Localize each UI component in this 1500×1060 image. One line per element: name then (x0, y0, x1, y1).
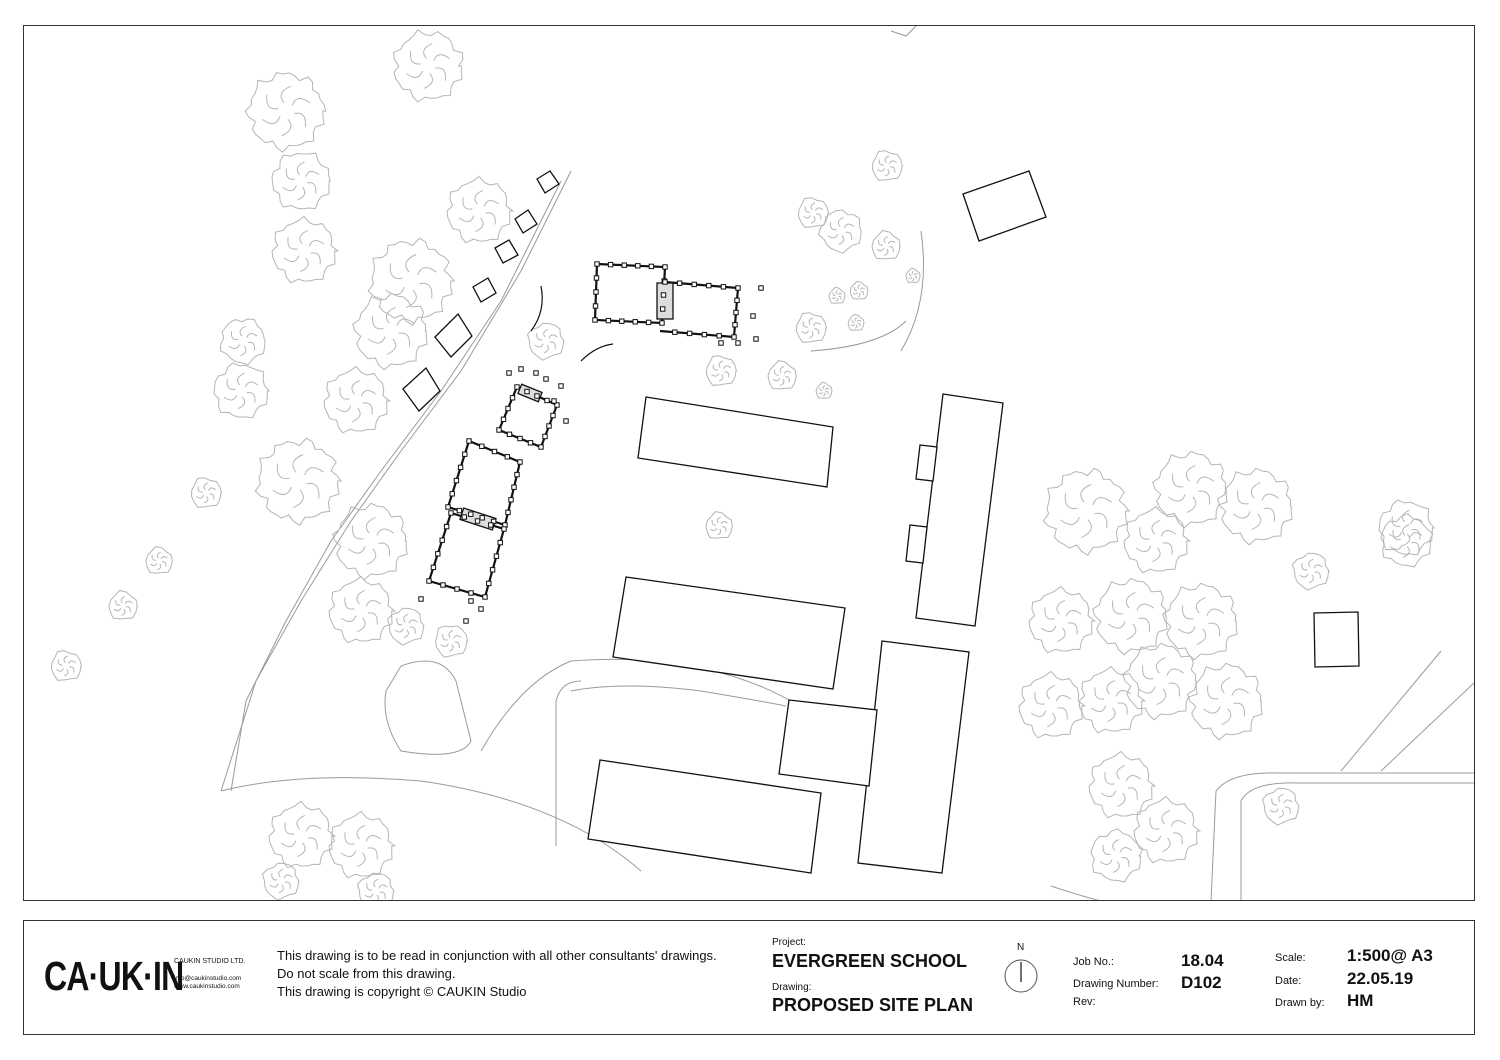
footpath (901, 231, 924, 351)
tree-canopy (906, 268, 920, 282)
shed (515, 210, 537, 233)
drawing-title: PROPOSED SITE PLAN (772, 995, 974, 1015)
tree-canopy (1188, 663, 1263, 740)
pavilion-post (501, 417, 505, 421)
pavilion-post (446, 505, 450, 509)
pavilion-post (620, 319, 624, 323)
pavilion-post (733, 323, 737, 327)
tree-canopy (447, 176, 513, 242)
tree-canopy (146, 547, 172, 574)
pavilion-post (595, 262, 599, 266)
studio-name: CAUKIN STUDIO LTD. (174, 958, 246, 965)
pavilion-post (492, 449, 496, 453)
pavilion-post (515, 472, 519, 476)
tree-canopy (436, 626, 468, 657)
pavilion-post (559, 384, 563, 388)
footpath (1051, 886, 1101, 901)
pavilion-post (551, 413, 555, 417)
tree-canopy (272, 216, 338, 282)
pavilion-post (505, 455, 509, 459)
pavilion-post (732, 335, 736, 339)
shed (435, 314, 472, 357)
pavilion-post (687, 331, 691, 335)
tree-canopy (272, 153, 330, 209)
pavilion-post (469, 599, 473, 603)
building-northeast (963, 171, 1046, 241)
tree-canopy (329, 576, 395, 642)
footpath (221, 778, 641, 871)
pavilion-post (479, 607, 483, 611)
project-label: Project: (772, 937, 806, 948)
pavilion-post (507, 371, 511, 375)
pavilion-post (440, 538, 444, 542)
tree-canopy (1218, 468, 1293, 545)
pavilion-post (735, 298, 739, 302)
building-block-north (638, 397, 833, 487)
pavilion-post (719, 341, 723, 345)
drawn-by-label: Drawn by: (1275, 997, 1325, 1009)
pavilion-post (506, 406, 510, 410)
pavilion-post (663, 265, 667, 269)
pavilion-post (449, 511, 453, 515)
shed (537, 171, 559, 193)
tree-canopy (1163, 583, 1238, 660)
pavilion-post (543, 434, 547, 438)
footpath (556, 681, 581, 846)
title-block (23, 920, 1475, 1035)
tree-canopy (109, 591, 137, 619)
shed (495, 240, 518, 263)
pavilion-post (458, 465, 462, 469)
tree-canopy (1134, 796, 1200, 862)
pavilion-post (497, 428, 501, 432)
tree-canopy (394, 30, 463, 102)
curved-bench (531, 286, 542, 331)
tree-canopy (768, 361, 796, 389)
footpath (385, 661, 471, 754)
tree-canopy (329, 811, 395, 877)
pavilion-post (692, 282, 696, 286)
pavilion-post (483, 595, 487, 599)
pavilion-post (736, 286, 740, 290)
pavilion-post (457, 508, 461, 512)
pavilion-post (608, 262, 612, 266)
building-block-southeast (858, 641, 969, 873)
pavilion-post (646, 320, 650, 324)
tree-canopy (1093, 578, 1168, 655)
tree-canopy (269, 801, 335, 867)
pavilion-post (480, 516, 484, 520)
pavilion-post (636, 264, 640, 268)
pavilion-post (455, 587, 459, 591)
pavilion-post (450, 492, 454, 496)
pavilion-core (657, 283, 673, 319)
job-no-label: Job No.: (1073, 956, 1114, 968)
drawing-number-value: D102 (1181, 973, 1222, 992)
drawn-by-value: HM (1347, 991, 1374, 1010)
pavilion-post (539, 445, 543, 449)
tree-canopy (799, 198, 829, 228)
building-link (779, 700, 877, 786)
pavilion-post (663, 280, 667, 284)
tree-canopy (872, 231, 900, 259)
scale-label: Scale: (1275, 952, 1306, 964)
tree-canopy (1381, 514, 1433, 567)
pavilion-post (661, 293, 665, 297)
pavilion-post (545, 398, 549, 402)
studio-website: www.caukinstudio.com (174, 983, 240, 990)
tree-canopy (1263, 788, 1300, 825)
pavilion-post (518, 460, 522, 464)
pavilion-post (469, 512, 473, 516)
drawing-number-label: Drawing Number: (1073, 978, 1159, 990)
pavilion-post (502, 527, 506, 531)
pavilion-post (441, 583, 445, 587)
pavilion-post (512, 485, 516, 489)
pavilion-post (534, 371, 538, 375)
pavilion-post (525, 389, 529, 393)
pavilion-post (454, 478, 458, 482)
drawing-note: This drawing is to be read in conjunction with all other consultants' drawings. (277, 948, 717, 963)
pavilion-post (444, 524, 448, 528)
date-value: 22.05.19 (1347, 969, 1414, 988)
footpath (1381, 681, 1475, 771)
drawing-label: Drawing: (772, 982, 812, 993)
pavilion-post (535, 394, 539, 398)
pavilion-post (519, 367, 523, 371)
pavilion-post (622, 263, 626, 267)
tree-canopy (192, 478, 222, 508)
tree-canopy (1089, 751, 1155, 817)
pavilion-post (464, 619, 468, 623)
pavilion-post (721, 285, 725, 289)
pavilion-post (506, 510, 510, 514)
tree-canopy (707, 356, 737, 386)
tree-canopy (388, 608, 425, 645)
shed (473, 278, 496, 302)
pavilion-post (475, 519, 479, 523)
footpath (1241, 783, 1475, 901)
footpath (571, 686, 786, 706)
tree-canopy (797, 313, 827, 343)
tree-canopy (848, 314, 864, 330)
pavilion-post (564, 419, 568, 423)
footpath (1211, 773, 1475, 901)
tree-canopy (1079, 666, 1145, 732)
pavilion-post (677, 281, 681, 285)
footpath (891, 26, 916, 36)
tree-canopy (1293, 553, 1330, 590)
pavilion-post (462, 515, 466, 519)
tree-canopy (1029, 586, 1095, 652)
building-block-middle (613, 577, 845, 689)
tree-canopy (819, 210, 862, 253)
tree-canopy (245, 73, 326, 153)
scale-value: 1:500@ A3 (1347, 946, 1433, 965)
pavilion-post (593, 304, 597, 308)
pavilion-post (606, 318, 610, 322)
pavilion-post (547, 424, 551, 428)
site-plan-svg (24, 26, 1475, 901)
north-arrow-icon (1003, 958, 1039, 994)
pavilion-post (528, 441, 532, 445)
pavilion-post (480, 444, 484, 448)
building-east-small (1314, 612, 1359, 667)
tree-canopy (816, 382, 832, 398)
drawing-note: This drawing is copyright © CAUKIN Studio (277, 984, 527, 999)
building-block-east (916, 394, 1003, 626)
tree-canopy (829, 287, 845, 303)
pavilion-core (518, 384, 542, 402)
pavilion-post (436, 552, 440, 556)
pavilion-post (515, 385, 519, 389)
building-annex (916, 445, 937, 481)
tree-canopy (1153, 451, 1228, 528)
pavilion-post (467, 439, 471, 443)
pavilion-post (702, 332, 706, 336)
tree-canopy (358, 873, 395, 901)
pavilion-post (510, 396, 514, 400)
tree-canopy (333, 503, 408, 580)
tree-canopy (368, 238, 454, 325)
tree-canopy (1124, 506, 1190, 572)
site-plan-drawing (23, 25, 1475, 901)
pavilion-post (736, 341, 740, 345)
pavilion-post (419, 597, 423, 601)
studio-email: info@caukinstudio.com (174, 975, 242, 982)
tree-canopy (220, 319, 265, 365)
north-label: N (1017, 942, 1025, 953)
pavilion-post (489, 523, 493, 527)
drawing-note: Do not scale from this drawing. (277, 966, 456, 981)
tree-canopy (706, 512, 732, 538)
pavilion-post (431, 565, 435, 569)
pavilion-post (660, 321, 664, 325)
pavilion-post (509, 498, 513, 502)
pavilion-post (552, 399, 556, 403)
tree-canopy (1123, 643, 1198, 720)
pavilion-post (717, 334, 721, 338)
pavilion-post (707, 283, 711, 287)
footpath (811, 321, 906, 351)
tree-canopy (214, 363, 269, 418)
pavilion-post (498, 540, 502, 544)
pavilion-post (594, 276, 598, 280)
pavilion-post (673, 330, 677, 334)
pavilion-post (594, 290, 598, 294)
tree-canopy (850, 281, 868, 299)
pavilion-post (463, 452, 467, 456)
tree-canopy (324, 366, 390, 432)
curved-bench (581, 344, 613, 361)
tree-canopy (1043, 468, 1129, 555)
rev-label: Rev: (1073, 996, 1096, 1008)
pavilion-post (507, 432, 511, 436)
pavilion-post (469, 591, 473, 595)
tree-canopy (1019, 671, 1085, 737)
company-logo: CA·UK·IN (44, 953, 184, 999)
pavilion-post (649, 264, 653, 268)
tree-canopy (873, 151, 903, 181)
pavilion-post (490, 568, 494, 572)
footpath (1341, 651, 1441, 771)
project-name: EVERGREEN SCHOOL (772, 951, 968, 971)
building-annex (906, 525, 927, 563)
tree-canopy (255, 438, 341, 525)
existing-buildings (403, 171, 1359, 873)
pavilion-post (754, 337, 758, 341)
date-label: Date: (1275, 975, 1302, 987)
pavilion-post (494, 554, 498, 558)
pavilion-post (633, 320, 637, 324)
pavilion-post (751, 314, 755, 318)
pavilion-post (759, 286, 763, 290)
pavilion-post (518, 436, 522, 440)
pavilion-post (734, 310, 738, 314)
pavilion-outline (595, 264, 665, 323)
pavilion-post (487, 581, 491, 585)
pavilion-post (661, 307, 665, 311)
tree-canopy (52, 651, 82, 681)
shed (403, 368, 440, 411)
pavilion-post (427, 579, 431, 583)
tree-canopy (263, 863, 300, 900)
tree-canopy (353, 293, 428, 370)
job-no-value: 18.04 (1181, 951, 1224, 970)
pavilion-post (593, 318, 597, 322)
pavilion-post (544, 377, 548, 381)
